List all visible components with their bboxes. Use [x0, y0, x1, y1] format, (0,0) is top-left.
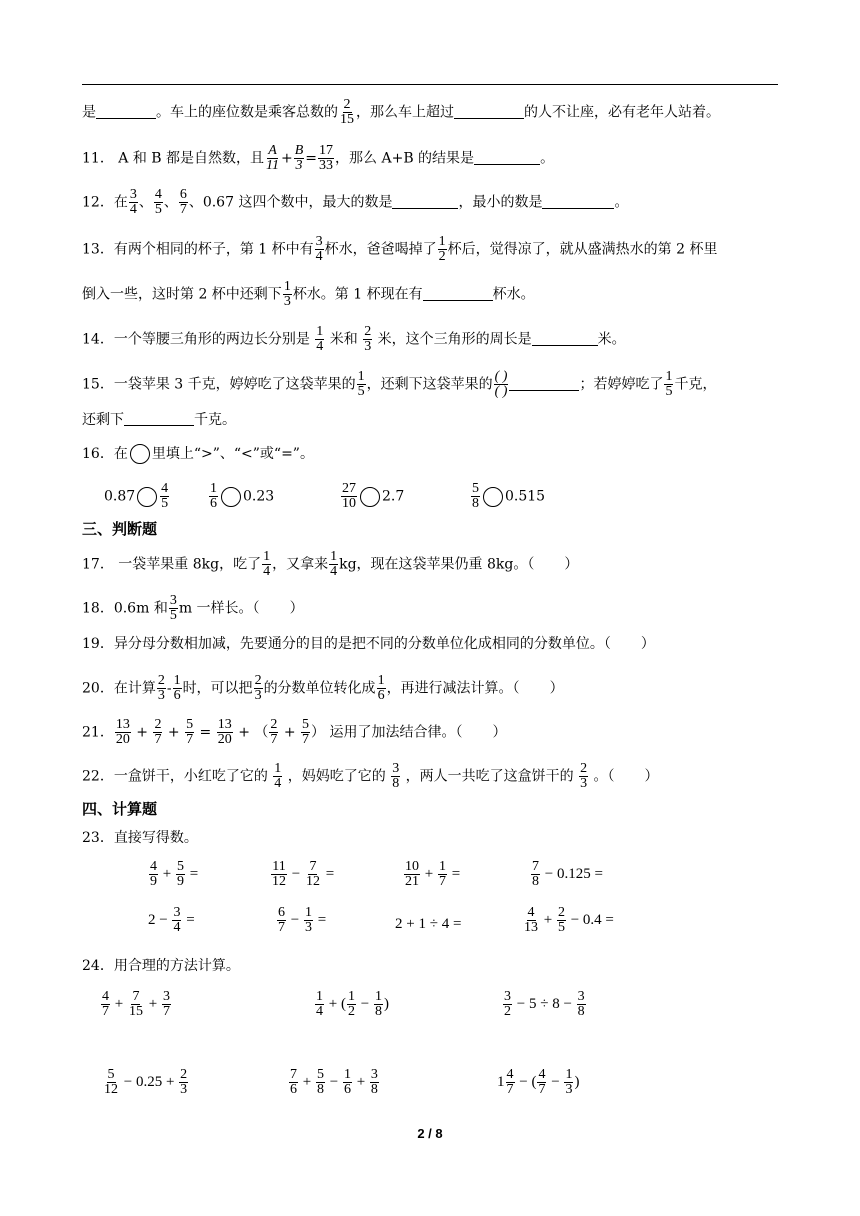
fraction: $\frac{1}{7}$ [438, 859, 446, 889]
fraction: $\frac{7}{6}$ [290, 1067, 297, 1097]
calc-item: $\frac{7}{8}$ − 0.125 = [532, 859, 603, 889]
fraction: $\frac{1}{4}$ [274, 761, 282, 791]
calc-item: 1 $\frac{4}{7}$ − ( $\frac{4}{7}$ − $\frac{1}{3}$ ) [497, 1067, 580, 1097]
compare-circle[interactable] [360, 487, 380, 507]
fraction: $\frac{3}{8}$ [392, 761, 400, 791]
fraction: $\frac{10}{21}$ [405, 859, 419, 889]
question-number: 17． [82, 556, 114, 573]
question-12: 12．在 $\frac{3}{4}$ 、 $\frac{4}{5}$ 、 $\frac{6}{7}$ 、0.67 这四个数中，最大的数是 ，最小的数是 。 [82, 187, 629, 217]
question-11: 11． A 和 B 都是自然数，且 $\frac{A}{11}$ + $\frac{B}{3}$ = $\frac{17}{33}$ ，那么 A+B 的结果是 。 [82, 143, 555, 173]
fraction: $\frac{3}{5}$ [169, 593, 177, 623]
question-13-cont: 倒入一些，这时第 2 杯中还剩下 $\frac{1}{3}$ 杯水。第 1 杯现在有 杯水。 [82, 279, 535, 309]
fraction: $\frac{1}{4}$ [330, 549, 338, 579]
fraction: $\frac{5}{8}$ [472, 481, 479, 511]
compare-item: $\frac{5}{8}$ 0.515 [472, 481, 546, 511]
fraction: $\frac{5}{12}$ [104, 1067, 118, 1097]
fraction: $\frac{7}{15}$ [128, 989, 143, 1019]
question-17: 17． 一袋苹果重 8kg，吃了 $\frac{1}{4}$ ，又拿来 $\frac{1}{4}$ kg，现在这袋苹果仍重 8kg。（ ） [82, 549, 579, 579]
question-number: 24． [82, 958, 114, 974]
fraction: $\frac{1}{6}$ [173, 673, 181, 703]
fraction: $\frac{11}{12}$ [272, 859, 286, 889]
fraction: $\frac{3}{4}$ [173, 905, 181, 935]
fraction: $\frac{4}{7}$ [506, 1067, 514, 1097]
fraction: $\frac{4}{7}$ [102, 989, 109, 1019]
fraction: $\frac{2}{7}$ [270, 717, 278, 747]
question-number: 12． [82, 194, 114, 211]
fraction-placeholder[interactable]: $\frac{( )}{( )}$ [494, 369, 508, 399]
fraction: $\frac{6}{7}$ [278, 905, 285, 935]
fraction: $\frac{1}{2}$ [438, 234, 446, 264]
fraction: $\frac{1}{3}$ [565, 1067, 573, 1097]
fraction: $\frac{2}{15}$ [340, 97, 354, 127]
fraction: $\frac{13}{20}$ [115, 717, 130, 747]
question-number: 19． [82, 636, 114, 652]
fraction: $\frac{1}{5}$ [357, 369, 365, 399]
fraction: $\frac{1}{6}$ [343, 1067, 351, 1097]
question-number: 21． [82, 724, 114, 741]
fraction: $\frac{4}{5}$ [161, 481, 169, 511]
fraction: $\frac{5}{8}$ [316, 1067, 324, 1097]
compare-item: 0.87 $\frac{4}{5}$ [104, 481, 169, 511]
question-number: 16． [82, 446, 114, 462]
fraction: $\frac{13}{20}$ [217, 717, 232, 747]
fraction: $\frac{3}{4}$ [315, 234, 323, 264]
answer-blank[interactable] [124, 411, 194, 426]
circle-icon [130, 444, 150, 464]
header-rule [82, 84, 778, 85]
fraction: $\frac{4}{13}$ [524, 905, 538, 935]
fraction: $\frac{4}{7}$ [538, 1067, 546, 1097]
compare-circle[interactable] [221, 487, 241, 507]
question-18: 18．0.6m 和 $\frac{3}{5}$ m 一样长。（ ） [82, 593, 304, 623]
fraction: $\frac{3}{7}$ [162, 989, 170, 1019]
fraction: $\frac{27}{10}$ [342, 481, 356, 511]
fraction: $\frac{5}{9}$ [176, 859, 184, 889]
answer-blank[interactable] [96, 104, 156, 119]
calc-item: $\frac{3}{2}$ − 5 ÷ 8 − $\frac{3}{8}$ [504, 989, 585, 1019]
answer-blank[interactable] [542, 194, 614, 209]
question-14: 14．一个等腰三角形的两边长分别是 $\frac{1}{4}$ 米和 $\frac{2}{3}$ 米，这个三角形的周长是 米。 [82, 324, 626, 354]
fraction: $\frac{1}{4}$ [263, 549, 271, 579]
question-number: 23． [82, 830, 114, 846]
question-10-tail: 是 。车上的座位数是乘客总数的 $\frac{2}{15}$ ，那么车上超过 的人不让座，必有老年人站着。 [82, 97, 720, 127]
fraction: $\frac{2}{3}$ [180, 1067, 188, 1097]
fraction: $\frac{1}{4}$ [316, 989, 323, 1019]
answer-blank[interactable] [509, 376, 579, 391]
question-22: 22．一盒饼干，小红吃了它的 $\frac{1}{4}$ ，妈妈吃了它的 $\frac{3}{8}$ ，两人一共吃了这盒饼干的 $\frac{2}{3}$ 。（ ） [82, 761, 659, 791]
calc-item: $\frac{4}{7}$ + $\frac{7}{15}$ + $\frac{3}{7}$ [102, 989, 170, 1019]
question-20: 20．在计算 $\frac{2}{3}$ - $\frac{1}{6}$ 时，可以把 $\frac{2}{3}$ 的分数单位转化成 $\frac{1}{6}$ ，再进行减法计算。（ ） [82, 673, 564, 703]
fraction: $\frac{5}{7}$ [186, 717, 194, 747]
question-number: 22． [82, 768, 114, 785]
compare-item: $\frac{27}{10}$ 2.7 [342, 481, 405, 511]
fraction: $\frac{5}{7}$ [302, 717, 310, 747]
answer-blank[interactable] [392, 194, 458, 209]
calc-item: $\frac{4}{13}$ + $\frac{2}{5}$ − 0.4 = [524, 905, 614, 935]
fraction: $\frac{4}{5}$ [154, 187, 162, 217]
question-number: 20． [82, 680, 114, 697]
question-number: 11． [82, 150, 114, 167]
fraction: $\frac{3}{8}$ [370, 1067, 378, 1097]
fraction: $\frac{6}{7}$ [179, 187, 187, 217]
fraction: $\frac{3}{4}$ [129, 187, 137, 217]
fraction: $\frac{3}{2}$ [504, 989, 511, 1019]
calc-item: 2 − $\frac{3}{4}$ = [148, 905, 195, 935]
answer-blank[interactable] [532, 331, 598, 346]
fraction: $\frac{1}{8}$ [374, 989, 382, 1019]
fraction: $\frac{2}{3}$ [364, 324, 372, 354]
calc-item: $\frac{7}{6}$ + $\frac{5}{8}$ − $\frac{1}{6}$ + $\frac{3}{8}$ [290, 1067, 378, 1097]
answer-blank[interactable] [423, 286, 493, 301]
question-19: 19．异分母分数相加减，先要通分的目的是把不同的分数单位化成相同的分数单位。（ ） [82, 636, 655, 652]
calc-item: $\frac{1}{4}$ + ( $\frac{1}{2}$ − $\frac{1}{8}$ ) [316, 989, 389, 1019]
fraction: $\frac{A}{11}$ [266, 143, 279, 173]
section-heading: 四、计算题 [82, 800, 158, 818]
section-heading: 三、判断题 [82, 520, 158, 538]
compare-circle[interactable] [137, 487, 157, 507]
fraction: $\frac{3}{8}$ [577, 989, 585, 1019]
calc-item: $\frac{10}{21}$ + $\frac{1}{7}$ = [405, 859, 461, 889]
fraction: $\frac{4}{9}$ [150, 859, 157, 889]
fraction: $\frac{1}{4}$ [316, 324, 324, 354]
fraction: $\frac{1}{2}$ [347, 989, 355, 1019]
fraction: $\frac{1}{6}$ [210, 481, 217, 511]
fraction: $\frac{2}{5}$ [557, 905, 565, 935]
fraction: $\frac{7}{12}$ [305, 859, 320, 889]
question-23: 23．直接写得数。 [82, 830, 198, 846]
fraction: $\frac{7}{8}$ [532, 859, 539, 889]
fraction: $\frac{2}{7}$ [154, 717, 162, 747]
question-16: 16．在 里填上“>”、“<”或“=”。 [82, 446, 314, 462]
calc-item: 2 + 1 ÷ 4 = [395, 916, 462, 932]
calc-item: $\frac{4}{9}$ + $\frac{5}{9}$ = [150, 859, 199, 889]
question-number: 18． [82, 600, 114, 617]
question-15: 15．一袋苹果 3 千克，婷婷吃了这袋苹果的 $\frac{1}{5}$ ，还剩下这袋苹果的 $\frac{( )}{( )}$ ；若婷婷吃了 $\frac{1}{5}$ 千克， [82, 369, 717, 399]
page-number: 2 / 8 [417, 1126, 443, 1141]
fraction: $\frac{B}{3}$ [294, 143, 304, 173]
question-number: 13． [82, 241, 114, 258]
question-13: 13．有两个相同的杯子，第 1 杯中有 $\frac{3}{4}$ 杯水，爸爸喝掉了 $\frac{1}{2}$ 杯后，觉得凉了，就从盛满热水的第 2 杯里 [82, 234, 718, 264]
fraction: $\frac{2}{3}$ [254, 673, 262, 703]
question-number: 14． [82, 331, 114, 348]
fraction: $\frac{2}{3}$ [157, 673, 165, 703]
calc-item: $\frac{6}{7}$ − $\frac{1}{3}$ = [278, 905, 327, 935]
question-24: 24．用合理的方法计算。 [82, 958, 240, 974]
calc-item: $\frac{5}{12}$ − 0.25 + $\frac{2}{3}$ [104, 1067, 188, 1097]
question-21: 21． $\frac{13}{20}$ + $\frac{2}{7}$ + $\frac{5}{7}$ = $\frac{13}{20}$ + （ $\frac{2}{7}$ + $\frac{5}{7}$ ） 运用了加法结合律。（ ） [82, 717, 507, 747]
question-number: 15． [82, 376, 114, 393]
fraction: $\frac{1}{6}$ [377, 673, 385, 703]
fraction: $\frac{17}{33}$ [319, 143, 334, 173]
calc-item: $\frac{11}{12}$ − $\frac{7}{12}$ = [272, 859, 335, 889]
question-15-cont: 还剩下 千克。 [82, 412, 236, 428]
fraction: $\frac{1}{3}$ [304, 905, 312, 935]
answer-blank[interactable] [474, 150, 540, 165]
compare-item: $\frac{1}{6}$ 0.23 [210, 481, 275, 511]
fraction: $\frac{1}{3}$ [283, 279, 291, 309]
answer-blank[interactable] [454, 104, 524, 119]
compare-circle[interactable] [483, 487, 503, 507]
fraction: $\frac{2}{3}$ [580, 761, 588, 791]
fraction: $\frac{1}{5}$ [665, 369, 673, 399]
